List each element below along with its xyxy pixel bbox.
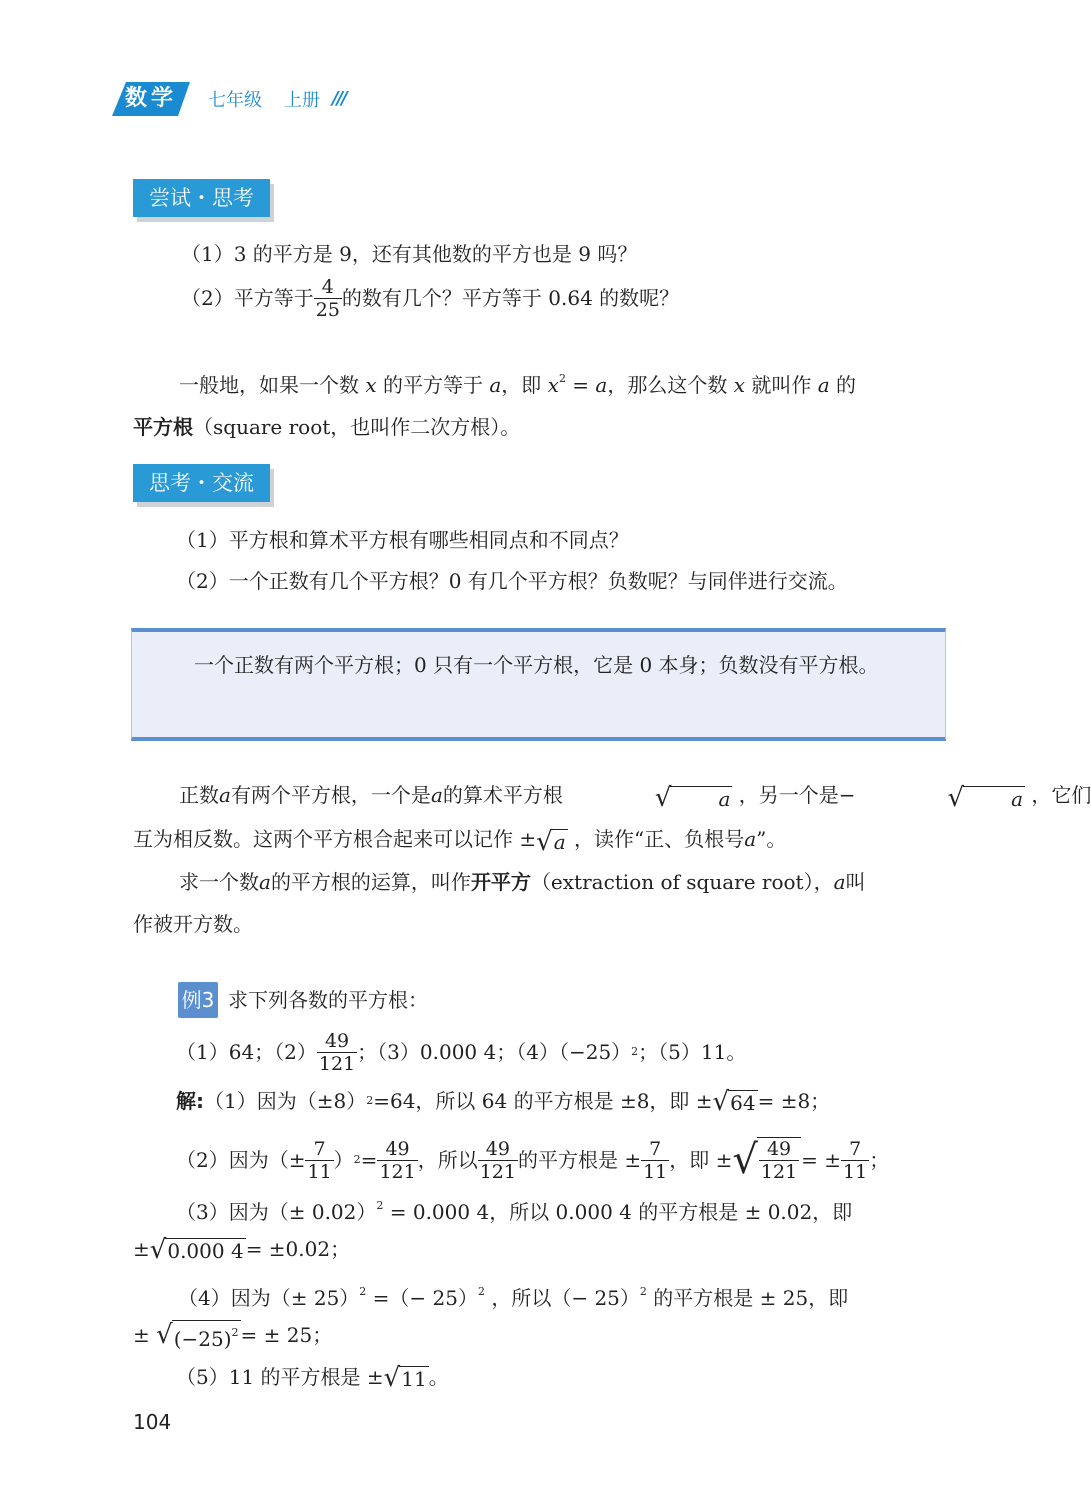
sqrt-a: √ a — [654, 783, 731, 813]
text: 。 — [428, 1365, 449, 1389]
text: = ±0.02； — [245, 1237, 351, 1261]
text: ，那么这个数 — [607, 373, 728, 397]
section-label-think-discuss: 思考・交流 — [133, 464, 270, 502]
fraction-4-25 — [314, 276, 342, 321]
exponent: 2 — [376, 1199, 384, 1212]
question-2 — [181, 272, 679, 324]
term-square-root: 平方根 — [133, 415, 193, 439]
text: ，另一个是 — [738, 783, 839, 807]
grade-label: 七年级 — [208, 90, 262, 111]
text: = ±8； — [757, 1089, 831, 1113]
equals: = — [360, 1148, 378, 1172]
exponent: 2 — [477, 1285, 485, 1298]
frac-den: 11 — [307, 1160, 332, 1183]
text: （2）因为（± — [176, 1148, 306, 1172]
sqrt-49-121: √ $\frac{49}{121}$ — [732, 1137, 801, 1183]
var-a: a — [595, 373, 608, 397]
exponent: 2 — [353, 1153, 361, 1166]
page-number: 104 — [133, 1410, 172, 1434]
var-a: a — [833, 870, 846, 894]
text: = 0.000 4，所以 0.000 4 的平方根是 ± 0.02，即 — [389, 1200, 853, 1224]
radicand: a — [553, 830, 566, 854]
text: = ± 25； — [240, 1323, 333, 1347]
solution-line-4 — [178, 1278, 848, 1312]
plus-minus: ± — [519, 826, 537, 851]
plus-minus: ± — [133, 1237, 150, 1261]
q2-prefix: （2）平方等于 — [181, 286, 314, 310]
text: 有两个平方根，一个是 — [230, 783, 431, 807]
frac-num: 49 — [317, 1030, 357, 1053]
text: （5）11 的平方根是 ± — [176, 1365, 384, 1389]
var-a: a — [489, 373, 502, 397]
text: ，即 ± — [669, 1148, 733, 1172]
text: ；（3）0.000 4；（4）（−25） — [357, 1040, 632, 1064]
sqrt-64: √64 — [712, 1087, 756, 1118]
q2-suffix: 的数有几个？平方等于 0.64 的数呢？ — [341, 286, 680, 310]
fraction-49-121 — [317, 1030, 357, 1075]
radicand: 11 — [401, 1366, 427, 1391]
text: = ± — [801, 1148, 842, 1172]
frac-num: 4 — [314, 276, 342, 299]
text: ； — [869, 1148, 890, 1172]
equals: = — [572, 373, 590, 397]
subject-label: 数学 — [124, 86, 177, 111]
radicand: 64 — [730, 1090, 756, 1115]
frac-num: 7 — [641, 1138, 669, 1161]
var-a: a — [744, 826, 757, 851]
text: ，所以 — [417, 1148, 478, 1172]
text: （4）因为（± 25） — [178, 1286, 360, 1310]
text: 作被开方数。 — [133, 912, 253, 936]
radicand: (−25) — [173, 1326, 232, 1351]
sqrt-neg25-squared: $√(-25)^2$ — [156, 1320, 239, 1351]
frac-num: 49 — [377, 1138, 417, 1161]
frac-num: 49 — [759, 1138, 799, 1161]
var-x: x — [365, 373, 377, 397]
solution-line-5 — [176, 1360, 449, 1394]
fraction-7-11 — [641, 1138, 669, 1183]
exponent: 2 — [631, 1045, 639, 1058]
term-extraction: 开平方 — [470, 870, 531, 894]
frac-den: 25 — [315, 298, 340, 321]
exponent: 2 — [359, 1285, 367, 1298]
sqrt-a: √a — [536, 826, 566, 857]
plus-minus: ± — [133, 1323, 150, 1347]
exponent: 2 — [639, 1285, 647, 1298]
text: 的平方根的运算，叫作 — [270, 870, 471, 894]
text: （extraction of square root）， — [530, 870, 834, 894]
volume-label: 上册 — [284, 90, 320, 111]
text: 的平方根是 ± 25，即 — [653, 1286, 849, 1310]
fraction-49-121 — [377, 1138, 417, 1183]
text: ，读作“正、负根号 — [574, 826, 745, 851]
example-prompt: 求下列各数的平方根： — [228, 988, 428, 1012]
sqrt-11: √11 — [383, 1363, 427, 1394]
frac-den: 121 — [479, 1160, 516, 1183]
frac-num: 7 — [305, 1138, 333, 1161]
fraction-49-121 — [478, 1138, 518, 1183]
question-1: （1）3 的平方是 9，还有其他数的平方也是 9 吗？ — [181, 242, 638, 266]
solution-line-2 — [176, 1134, 889, 1186]
discussion-question-1: （1）平方根和算术平方根有哪些相同点和不同点？ — [176, 528, 629, 552]
solution-line-3 — [176, 1192, 852, 1226]
text: 的平方根是 ± — [517, 1148, 642, 1172]
text: ，即 — [501, 373, 542, 397]
text: ；（5）11。 — [638, 1040, 747, 1064]
frac-den: 11 — [843, 1160, 868, 1183]
text: （square root，也叫作二次方根）。 — [193, 415, 521, 439]
var-x: x — [547, 373, 559, 397]
radicand: a — [1011, 786, 1024, 811]
text: ） — [333, 1148, 354, 1172]
text: 正数 — [179, 783, 219, 807]
explanation-paragraph — [133, 774, 1091, 945]
var-a: a — [219, 783, 231, 807]
minus: − — [838, 783, 856, 807]
frac-num: 7 — [841, 1138, 869, 1161]
text: 的 — [836, 373, 857, 397]
discussion-question-2: （2）一个正数有几个平方根？0 有几个平方根？负数呢？与同伴进行交流。 — [176, 569, 848, 593]
solution-line-3-cont — [133, 1232, 350, 1266]
text: 互为相反数。这两个平方根合起来可以记作 — [133, 826, 513, 851]
header-decoration: /// — [332, 88, 346, 109]
text: =64，所以 64 的平方根是 ±8，即 ± — [373, 1089, 713, 1113]
definition-paragraph — [133, 358, 953, 448]
text: （1）因为（±8） — [204, 1089, 367, 1113]
example-items — [176, 1026, 746, 1078]
frac-den: 121 — [379, 1160, 416, 1183]
solution-line-4-cont — [133, 1318, 332, 1352]
text: 就叫作 — [751, 373, 812, 397]
text: ，所以（− 25） — [491, 1286, 640, 1310]
frac-num: 49 — [478, 1138, 518, 1161]
var-a: a — [817, 373, 830, 397]
radicand: 0.000 4 — [167, 1238, 244, 1263]
var-x: x — [733, 373, 745, 397]
exponent: 2 — [558, 372, 566, 385]
frac-den: 121 — [318, 1052, 356, 1075]
fraction-7-11 — [841, 1138, 869, 1183]
sqrt-0.0004: √0.000 4 — [149, 1235, 244, 1266]
fraction-7-11 — [305, 1138, 333, 1183]
exponent: 2 — [366, 1094, 374, 1107]
text: ”。 — [756, 826, 787, 851]
solution-label: 解: — [176, 1089, 204, 1113]
var-a: a — [430, 783, 443, 807]
exponent: 2 — [231, 1325, 239, 1339]
section-label-try-think: 尝试・思考 — [133, 179, 270, 217]
frac-den: 11 — [643, 1160, 668, 1183]
text: 的平方等于 — [383, 373, 483, 397]
example-badge: 例3 — [178, 982, 218, 1018]
sqrt-a: √ a — [947, 783, 1024, 813]
text: （3）因为（± 0.02） — [176, 1200, 377, 1224]
text: 求一个数 — [179, 870, 259, 894]
text: （1）64；（2） — [176, 1040, 317, 1064]
var-a: a — [259, 870, 271, 894]
text: =（− 25） — [372, 1286, 478, 1310]
text: 叫 — [845, 870, 866, 894]
text: 的算术平方根 — [442, 783, 563, 807]
frac-den: 121 — [760, 1161, 798, 1183]
solution-line-1 — [176, 1084, 830, 1118]
conclusion-text: 一个正数有两个平方根；0 只有一个平方根，它是 0 本身；负数没有平方根。 — [194, 653, 879, 677]
text: ，它们 — [1031, 783, 1091, 807]
radicand: a — [718, 786, 731, 811]
text: 一般地，如果一个数 — [179, 373, 359, 397]
